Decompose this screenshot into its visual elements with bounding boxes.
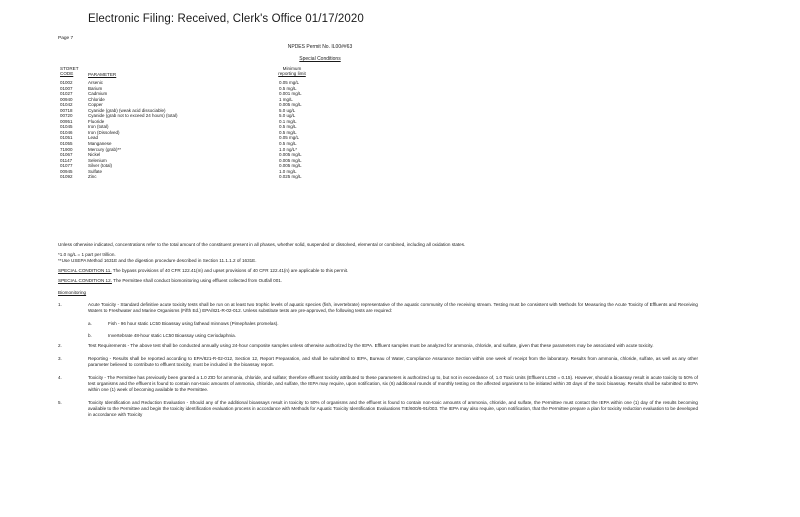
special-condition-12-label: SPECIAL CONDITION 12. [58, 278, 112, 283]
reporting-limit-cell: 5.0 ug/L [279, 113, 296, 119]
reporting-limit-cell: 0.1 mg/L [279, 118, 297, 124]
special-condition-12-text: The Permittee shall conduct biomonitoring using effluent collected from Outfall 001. [111, 278, 283, 283]
storet-code-cell: 00940 [60, 96, 73, 102]
header-storet-code: STORET CODE [60, 66, 79, 76]
item-text: Toxicity - The Permittee has previously been granted a 1.0 ZID for ammonia, chloride, and sulfate; therefore effluent toxicity attributed to these parameters is authorized up to, but not in exceedance of, 1.0 Toxic Units (Effluent LC50 = 0.15). However, should a bioassay result in acute toxicity to 50% of test organisms and the effluent is found to contain non-toxic amounts of ammonia, chloride, and sulfate, the IEPA may require, upon notification, six (6) additional rounds of monthly testing on the affected organisms to be initiated within 30 days of the toxic bioassay. Results shall be submitted to IEPA within one (1) week of becoming available to the Permittee. [88, 375, 698, 392]
parameter-cell: Manganese [88, 141, 112, 147]
parameter-cell: Iron (total) [88, 124, 109, 130]
special-condition-11-text: The bypass provisions of 40 CFR 122.41(m) and upset provisions of 40 CFR 122.41(n) are applicable to this permit. [111, 268, 349, 273]
parameter-cell: Sulfate [88, 168, 103, 174]
header-parameter: PARAMETER [88, 72, 117, 77]
item-text: Invertebrate 48-hour static LC50 Bioassay using Ceriodaphnia. [108, 333, 236, 338]
parameter-cell: Cyanide (grab not to exceed 24 hours) (total) [88, 113, 178, 119]
storet-code-cell: 01002 [60, 80, 73, 85]
special-condition-12 [58, 278, 698, 284]
item-text: Test Requirements - The above test shall be conducted annually using 24-hour composite samples unless otherwise authorized by the IEPA. Effluent samples must be analyzed for ammonia, chloride, and sulfate, given that these parameters may be associated with acute toxicity. [88, 343, 654, 348]
note-total-amount: Unless otherwise indicated, concentrations refer to the total amount of the constituent present in all phases, whether solid, suspended or dissolved, elemental or combined, including all oxidation states. [58, 242, 466, 247]
parameter-cell: Selenium [88, 157, 107, 163]
reporting-limit-cell: 0.5 mg/L [279, 129, 297, 135]
storet-code-cell: 01092 [60, 174, 73, 180]
item-text: Acute Toxicity - Standard definitive acute toxicity tests shall be run on at least two trophic levels of aquatic species (fish, invertebrate) representative of the aquatic community of the receiving stream. Testing must be consistent with Methods for Measuring the Acute Toxicity of Effluents and Receiving Waters to Freshwater and Marine Organisms (Fifth Ed.) EPA/821-R-02-012. Unless substitute tests are pre-approved, the following tests are required: [88, 302, 698, 313]
reporting-limit-cell: 1.0 mg/L [279, 168, 297, 174]
parameter-cell: Fluoride [88, 118, 105, 124]
item-number: 4. [58, 375, 62, 380]
special-condition-11 [58, 268, 698, 274]
item-number: b. [88, 333, 92, 338]
item-number: 2. [58, 343, 62, 348]
parameter-cell: Zinc [88, 174, 97, 180]
reporting-limit-cell: 0.005 mg/L [279, 163, 302, 169]
parameter-cell: Cyanide (grab) (weak acid dissociable) [88, 107, 166, 113]
reporting-limit-cell: 0.5 mg/L [279, 124, 297, 130]
section-title: Special Conditions [299, 56, 341, 62]
storet-code-cell: 01007 [60, 85, 73, 91]
storet-code-cell: 01045 [60, 124, 73, 130]
biomonitoring-list [58, 302, 698, 418]
storet-code-cell: 01042 [60, 102, 73, 108]
item-text: Toxicity Identification and Reduction Evaluation - Should any of the additional bioassays result in toxicity to 50% of organisms and the effluent is found to contain non-toxic amounts of ammonia, chloride, and sulfate, the Permittee must contact the IEPA within one (1) day of the results becoming available to the Permittee and begin the toxicity identification evaluation process in accordance with Methods for Aquatic Toxicity Identification Evaluations TIE/600/6-91/003. The IEPA may also require, upon notification, that the Permittee prepare a plan for toxicity reduction evaluation to be developed in accordance with Toxicity [88, 400, 698, 417]
reporting-limit-cell: 0.005 mg/L [279, 157, 302, 163]
storet-code-cell: 00945 [60, 168, 73, 174]
item-text: Reporting - Results shall be reported according to EPA/821-R-02-012, Section 12, Report Preparation, and shall be submitted to IEPA, Bureau of Water, Compliance Assurance Section within one week of receipt from the laboratory. Results from ammonia, chloride, sulfate, as well as any other parameter believed to contribute to effluent toxicity, must be included in the bioassay report. [88, 356, 698, 367]
biomonitoring-item [58, 375, 698, 393]
reporting-limit-cell: 0.05 mg/L [279, 135, 300, 141]
reporting-limit-cell: 0.005 mg/L [279, 152, 302, 158]
storet-code-cell: 01077 [60, 163, 73, 169]
storet-code-cell: 71900 [60, 146, 73, 152]
table-header [58, 66, 388, 80]
storet-code-cell: 01046 [60, 129, 73, 135]
table-row [58, 174, 388, 180]
note-method: **Use USEPA Method 1631E and the digestion procedure described in Section 11.1.1.2 of 1631E. [58, 258, 257, 263]
reporting-limit-cell: 0.005 mg/L [279, 102, 302, 108]
table-body [58, 80, 388, 180]
storet-code-cell: 01027 [60, 91, 73, 97]
storet-code-cell: 01051 [60, 135, 73, 141]
storet-code-cell: 01147 [60, 157, 73, 163]
biomonitoring-item [58, 343, 698, 349]
biomonitoring-item [58, 302, 698, 314]
note-ppt: *1.0 ng/L = 1 part per trillion. [58, 252, 116, 257]
special-condition-11-label: SPECIAL CONDITION 11. [58, 268, 112, 273]
parameter-cell: Cadmium [88, 91, 108, 97]
reporting-limit-cell: 0.001 mg/L [279, 91, 302, 97]
reporting-limit-cell: 0.025 mg/L [279, 174, 302, 180]
item-number: 5. [58, 400, 62, 405]
parameter-cell: Barium [88, 85, 103, 91]
parameter-cell: Arsenic [88, 80, 104, 85]
item-number: 3. [58, 356, 62, 361]
parameter-cell: Chloride [88, 96, 105, 102]
reporting-limit-cell: 0.5 mg/L [279, 141, 297, 147]
storet-code-cell: 00718 [60, 107, 73, 113]
reporting-limit-cell: 1.0 ng/L* [279, 146, 298, 152]
item-number: a. [88, 321, 92, 326]
reporting-limit-cell: 1 mg/L [279, 96, 293, 102]
parameter-cell: Nickel [88, 152, 101, 158]
biomonitoring-item [58, 400, 698, 418]
item-text: Fish - 96 hour static LC50 Bioassay using fathead minnows (Pimephales promelas). [108, 321, 279, 326]
biomonitoring-sub-item [58, 321, 698, 327]
filing-stamp: Electronic Filing: Received, Clerk's Office 01/17/2020 [88, 13, 364, 25]
storet-code-cell: 01067 [60, 152, 73, 158]
parameter-cell: Mercury (grab)** [88, 146, 122, 152]
parameter-cell: Silver (total) [88, 163, 113, 169]
reporting-limit-cell: 5.0 ug/L [279, 107, 296, 113]
parameter-cell: Copper [88, 102, 103, 108]
header-minimum-reporting-limit: Minimum reporting limit [278, 66, 306, 76]
parameter-table [58, 66, 388, 180]
item-number: 1. [58, 302, 62, 307]
storet-code-cell: 00720 [60, 113, 73, 119]
biomonitoring-title: Biomonitoring [58, 290, 87, 295]
biomonitoring-sub-item [58, 333, 698, 339]
biomonitoring-item [58, 356, 698, 368]
notes-section [58, 242, 698, 425]
reporting-limit-cell: 0.5 mg/L [279, 85, 297, 91]
page-number: Page 7 [58, 36, 74, 41]
reporting-limit-cell: 0.05 mg/L [279, 80, 300, 85]
parameter-cell: Iron (Dissolved) [88, 129, 120, 135]
parameter-cell: Lead [88, 135, 99, 141]
storet-code-cell: 00951 [60, 118, 73, 124]
permit-title: NPDES Permit No. IL00##63 [287, 44, 353, 50]
storet-code-cell: 01055 [60, 141, 73, 147]
